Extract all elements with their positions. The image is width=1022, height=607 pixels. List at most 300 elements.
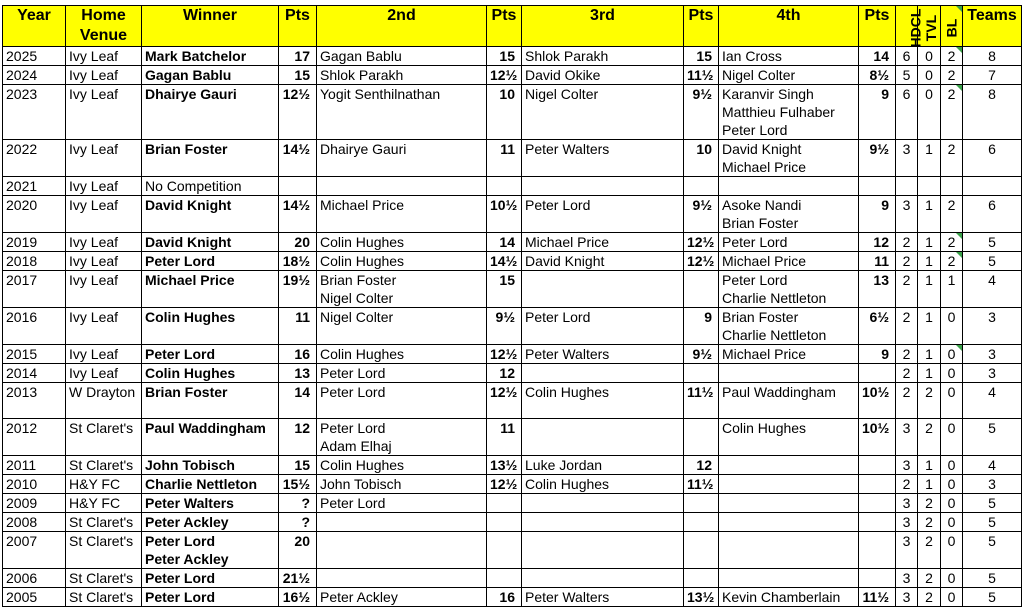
fourth-cell[interactable] (719, 271, 859, 308)
second-pts-cell[interactable] (487, 177, 522, 196)
fourth-cell[interactable] (719, 513, 859, 532)
fourth-cell[interactable] (719, 588, 859, 607)
bl-cell[interactable]: 0 (941, 383, 963, 419)
fourth-cell[interactable] (719, 233, 859, 252)
winner-cell[interactable]: Dhairye Gauri (142, 85, 279, 140)
third-cell[interactable] (522, 47, 684, 66)
bl-cell[interactable]: 0 (941, 419, 963, 456)
bl-cell[interactable]: 1 (941, 271, 963, 308)
second-pts-cell[interactable] (487, 494, 522, 513)
third-cell[interactable] (522, 140, 684, 177)
second-pts-cell[interactable]: 14 (487, 233, 522, 252)
third-pts-cell[interactable]: 12½ (684, 233, 719, 252)
fourth-cell[interactable] (719, 475, 859, 494)
hdcl-cell[interactable]: 5 (896, 66, 918, 85)
winner-pts-cell[interactable]: 15 (279, 456, 317, 475)
second-pts-cell[interactable]: 11 (487, 140, 522, 177)
year-cell[interactable]: 2011 (3, 456, 66, 475)
bl-cell[interactable]: 0 (941, 588, 963, 607)
venue-cell[interactable]: St Claret's (66, 456, 142, 475)
bl-cell[interactable]: 2 (941, 66, 963, 85)
tvl-cell[interactable]: 2 (918, 569, 941, 588)
third-cell[interactable] (522, 308, 684, 345)
teams-cell[interactable]: 4 (963, 456, 1022, 475)
fourth-cell[interactable] (719, 66, 859, 85)
winner-cell[interactable]: David Knight (142, 196, 279, 233)
teams-cell[interactable]: 5 (963, 252, 1022, 271)
fourth-pts-cell[interactable]: 10½ (859, 383, 896, 419)
fourth-cell[interactable] (719, 252, 859, 271)
tvl-cell[interactable]: 2 (918, 532, 941, 569)
second-cell[interactable] (317, 345, 487, 364)
third-cell[interactable] (522, 85, 684, 140)
fourth-cell[interactable] (719, 569, 859, 588)
third-pts-cell[interactable] (684, 177, 719, 196)
second-pts-cell[interactable]: 9½ (487, 308, 522, 345)
second-pts-cell[interactable]: 12 (487, 364, 522, 383)
fourth-pts-cell[interactable] (859, 177, 896, 196)
second-pts-cell[interactable] (487, 513, 522, 532)
fourth-pts-cell[interactable] (859, 513, 896, 532)
hdcl-cell[interactable]: 3 (896, 494, 918, 513)
third-cell[interactable] (522, 196, 684, 233)
tvl-cell[interactable]: 0 (918, 85, 941, 140)
teams-cell[interactable]: 3 (963, 475, 1022, 494)
third-pts-cell[interactable] (684, 419, 719, 456)
hdcl-cell[interactable]: 2 (896, 345, 918, 364)
teams-cell[interactable]: 8 (963, 85, 1022, 140)
third-pts-cell[interactable]: 9 (684, 308, 719, 345)
hdcl-cell[interactable]: 2 (896, 364, 918, 383)
third-cell[interactable] (522, 419, 684, 456)
year-cell[interactable]: 2022 (3, 140, 66, 177)
third-cell[interactable] (522, 364, 684, 383)
second-pts-cell[interactable]: 12½ (487, 383, 522, 419)
year-cell[interactable]: 2021 (3, 177, 66, 196)
bl-cell[interactable]: 2 (941, 233, 963, 252)
venue-cell[interactable]: St Claret's (66, 532, 142, 569)
header-third[interactable]: 3rd (522, 6, 684, 47)
second-cell[interactable] (317, 47, 487, 66)
third-cell[interactable] (522, 177, 684, 196)
venue-cell[interactable]: St Claret's (66, 513, 142, 532)
hdcl-cell[interactable]: 3 (896, 196, 918, 233)
venue-cell[interactable]: W Drayton (66, 383, 142, 419)
hdcl-cell[interactable]: 2 (896, 271, 918, 308)
second-cell[interactable] (317, 494, 487, 513)
year-cell[interactable]: 2009 (3, 494, 66, 513)
hdcl-cell[interactable]: 3 (896, 532, 918, 569)
venue-cell[interactable]: Ivy Leaf (66, 85, 142, 140)
year-cell[interactable]: 2019 (3, 233, 66, 252)
fourth-cell[interactable] (719, 85, 859, 140)
bl-cell[interactable]: 0 (941, 345, 963, 364)
tvl-cell[interactable]: 0 (918, 47, 941, 66)
winner-pts-cell[interactable]: 16 (279, 345, 317, 364)
third-pts-cell[interactable]: 15 (684, 47, 719, 66)
bl-cell[interactable]: 2 (941, 196, 963, 233)
fourth-pts-cell[interactable]: 11½ (859, 588, 896, 607)
teams-cell[interactable]: 4 (963, 383, 1022, 419)
winner-cell[interactable]: Gagan Bablu (142, 66, 279, 85)
second-cell[interactable] (317, 196, 487, 233)
venue-cell[interactable]: H&Y FC (66, 494, 142, 513)
second-pts-cell[interactable]: 15 (487, 47, 522, 66)
venue-cell[interactable]: H&Y FC (66, 475, 142, 494)
tvl-cell[interactable] (918, 177, 941, 196)
venue-cell[interactable]: St Claret's (66, 419, 142, 456)
fourth-cell[interactable] (719, 456, 859, 475)
fourth-cell[interactable] (719, 383, 859, 419)
tvl-cell[interactable]: 1 (918, 252, 941, 271)
second-pts-cell[interactable]: 15 (487, 271, 522, 308)
venue-cell[interactable]: St Claret's (66, 588, 142, 607)
hdcl-cell[interactable]: 6 (896, 47, 918, 66)
bl-cell[interactable]: 0 (941, 308, 963, 345)
bl-cell[interactable]: 0 (941, 494, 963, 513)
tvl-cell[interactable]: 1 (918, 475, 941, 494)
second-cell[interactable] (317, 456, 487, 475)
second-cell[interactable] (317, 308, 487, 345)
fourth-cell[interactable] (719, 494, 859, 513)
winner-pts-cell[interactable]: 19½ (279, 271, 317, 308)
hdcl-cell[interactable]: 2 (896, 383, 918, 419)
fourth-pts-cell[interactable]: 14 (859, 47, 896, 66)
second-pts-cell[interactable]: 12½ (487, 475, 522, 494)
second-pts-cell[interactable]: 12½ (487, 345, 522, 364)
fourth-pts-cell[interactable]: 8½ (859, 66, 896, 85)
winner-pts-cell[interactable]: ? (279, 494, 317, 513)
second-pts-cell[interactable]: 12½ (487, 66, 522, 85)
tvl-cell[interactable]: 2 (918, 588, 941, 607)
third-cell[interactable] (522, 233, 684, 252)
header-second-pts[interactable]: Pts (487, 6, 522, 47)
hdcl-cell[interactable]: 3 (896, 588, 918, 607)
fourth-pts-cell[interactable] (859, 475, 896, 494)
hdcl-cell[interactable]: 3 (896, 569, 918, 588)
header-home-venue[interactable]: Home Venue (66, 6, 142, 47)
header-second[interactable]: 2nd (317, 6, 487, 47)
venue-cell[interactable]: Ivy Leaf (66, 140, 142, 177)
winner-pts-cell[interactable]: 18½ (279, 252, 317, 271)
teams-cell[interactable]: 4 (963, 271, 1022, 308)
header-winner[interactable]: Winner (142, 6, 279, 47)
fourth-pts-cell[interactable] (859, 364, 896, 383)
winner-pts-cell[interactable]: 14½ (279, 196, 317, 233)
teams-cell[interactable]: 3 (963, 364, 1022, 383)
year-cell[interactable]: 2012 (3, 419, 66, 456)
fourth-pts-cell[interactable] (859, 494, 896, 513)
winner-cell[interactable]: Charlie Nettleton (142, 475, 279, 494)
fourth-cell[interactable] (719, 47, 859, 66)
venue-cell[interactable]: Ivy Leaf (66, 345, 142, 364)
winner-cell[interactable]: Peter Ackley (142, 513, 279, 532)
year-cell[interactable]: 2020 (3, 196, 66, 233)
bl-cell[interactable]: 0 (941, 475, 963, 494)
winner-pts-cell[interactable] (279, 177, 317, 196)
second-pts-cell[interactable]: 10½ (487, 196, 522, 233)
header-bl[interactable] (941, 6, 963, 47)
tvl-cell[interactable]: 2 (918, 513, 941, 532)
winner-pts-cell[interactable]: 15 (279, 66, 317, 85)
winner-cell[interactable]: Brian Foster (142, 383, 279, 419)
tvl-cell[interactable]: 1 (918, 345, 941, 364)
bl-cell[interactable]: 2 (941, 140, 963, 177)
second-pts-cell[interactable]: 14½ (487, 252, 522, 271)
second-cell[interactable] (317, 140, 487, 177)
third-pts-cell[interactable] (684, 271, 719, 308)
venue-cell[interactable]: Ivy Leaf (66, 177, 142, 196)
winner-cell[interactable]: Peter Lord (142, 345, 279, 364)
winner-cell[interactable]: Colin Hughes (142, 308, 279, 345)
fourth-pts-cell[interactable]: 9 (859, 196, 896, 233)
header-year[interactable]: Year (3, 6, 66, 47)
third-pts-cell[interactable]: 11½ (684, 383, 719, 419)
second-cell[interactable] (317, 233, 487, 252)
second-cell[interactable] (317, 513, 487, 532)
winner-pts-cell[interactable]: 12½ (279, 85, 317, 140)
header-teams[interactable]: Teams (963, 6, 1022, 47)
third-cell[interactable] (522, 532, 684, 569)
second-pts-cell[interactable] (487, 532, 522, 569)
bl-cell[interactable]: 2 (941, 85, 963, 140)
winner-cell[interactable]: Colin Hughes (142, 364, 279, 383)
year-cell[interactable]: 2006 (3, 569, 66, 588)
venue-cell[interactable]: Ivy Leaf (66, 233, 142, 252)
fourth-pts-cell[interactable]: 12 (859, 233, 896, 252)
winner-cell[interactable]: Paul Waddingham (142, 419, 279, 456)
bl-cell[interactable]: 0 (941, 364, 963, 383)
fourth-cell[interactable] (719, 196, 859, 233)
tvl-cell[interactable]: 1 (918, 140, 941, 177)
tvl-cell[interactable]: 0 (918, 66, 941, 85)
fourth-pts-cell[interactable]: 10½ (859, 419, 896, 456)
third-pts-cell[interactable] (684, 569, 719, 588)
winner-pts-cell[interactable]: 15½ (279, 475, 317, 494)
third-pts-cell[interactable]: 9½ (684, 196, 719, 233)
third-pts-cell[interactable]: 10 (684, 140, 719, 177)
third-cell[interactable] (522, 66, 684, 85)
venue-cell[interactable]: St Claret's (66, 569, 142, 588)
tvl-cell[interactable]: 1 (918, 196, 941, 233)
second-cell[interactable] (317, 364, 487, 383)
winner-pts-cell[interactable]: 11 (279, 308, 317, 345)
hdcl-cell[interactable]: 3 (896, 419, 918, 456)
third-cell[interactable] (522, 588, 684, 607)
tvl-cell[interactable]: 1 (918, 456, 941, 475)
year-cell[interactable]: 2014 (3, 364, 66, 383)
third-pts-cell[interactable]: 11½ (684, 475, 719, 494)
year-cell[interactable]: 2010 (3, 475, 66, 494)
bl-cell[interactable]: 2 (941, 47, 963, 66)
fourth-pts-cell[interactable]: 6½ (859, 308, 896, 345)
teams-cell[interactable]: 5 (963, 494, 1022, 513)
teams-cell[interactable]: 5 (963, 569, 1022, 588)
teams-cell[interactable]: 7 (963, 66, 1022, 85)
second-pts-cell[interactable] (487, 569, 522, 588)
year-cell[interactable]: 2024 (3, 66, 66, 85)
teams-cell[interactable]: 8 (963, 47, 1022, 66)
fourth-cell[interactable] (719, 419, 859, 456)
third-pts-cell[interactable]: 9½ (684, 345, 719, 364)
fourth-cell[interactable] (719, 532, 859, 569)
winner-cell[interactable]: Michael Price (142, 271, 279, 308)
third-pts-cell[interactable]: 12 (684, 456, 719, 475)
winner-cell[interactable]: Peter Lord (142, 252, 279, 271)
teams-cell[interactable]: 5 (963, 588, 1022, 607)
bl-cell[interactable] (941, 177, 963, 196)
hdcl-cell[interactable]: 2 (896, 233, 918, 252)
winner-pts-cell[interactable]: 12 (279, 419, 317, 456)
fourth-pts-cell[interactable]: 9½ (859, 140, 896, 177)
third-pts-cell[interactable] (684, 494, 719, 513)
third-cell[interactable] (522, 475, 684, 494)
winner-pts-cell[interactable]: ? (279, 513, 317, 532)
third-pts-cell[interactable]: 9½ (684, 85, 719, 140)
second-cell[interactable] (317, 569, 487, 588)
third-cell[interactable] (522, 252, 684, 271)
winner-cell[interactable]: Brian Foster (142, 140, 279, 177)
header-hdcl[interactable] (896, 6, 924, 48)
third-cell[interactable] (522, 345, 684, 364)
fourth-pts-cell[interactable]: 11 (859, 252, 896, 271)
third-pts-cell[interactable] (684, 532, 719, 569)
bl-cell[interactable]: 0 (941, 532, 963, 569)
second-cell[interactable] (317, 271, 487, 308)
hdcl-cell[interactable]: 3 (896, 140, 918, 177)
year-cell[interactable]: 2013 (3, 383, 66, 419)
winner-cell[interactable]: Mark Batchelor (142, 47, 279, 66)
teams-cell[interactable]: 5 (963, 233, 1022, 252)
year-cell[interactable]: 2008 (3, 513, 66, 532)
second-pts-cell[interactable]: 13½ (487, 456, 522, 475)
winner-pts-cell[interactable]: 20 (279, 233, 317, 252)
hdcl-cell[interactable]: 2 (896, 475, 918, 494)
teams-cell[interactable]: 5 (963, 419, 1022, 456)
second-pts-cell[interactable]: 16 (487, 588, 522, 607)
second-cell[interactable] (317, 588, 487, 607)
hdcl-cell[interactable]: 2 (896, 252, 918, 271)
third-pts-cell[interactable] (684, 364, 719, 383)
third-cell[interactable] (522, 494, 684, 513)
third-pts-cell[interactable]: 11½ (684, 66, 719, 85)
fourth-pts-cell[interactable]: 13 (859, 271, 896, 308)
third-cell[interactable] (522, 271, 684, 308)
tvl-cell[interactable]: 2 (918, 383, 941, 419)
teams-cell[interactable]: 5 (963, 532, 1022, 569)
tvl-cell[interactable]: 1 (918, 364, 941, 383)
hdcl-cell[interactable] (896, 177, 918, 196)
fourth-pts-cell[interactable]: 9 (859, 85, 896, 140)
winner-cell[interactable]: John Tobisch (142, 456, 279, 475)
hdcl-cell[interactable]: 3 (896, 456, 918, 475)
teams-cell[interactable] (963, 177, 1022, 196)
second-cell[interactable] (317, 252, 487, 271)
hdcl-cell[interactable]: 3 (896, 513, 918, 532)
second-cell[interactable] (317, 532, 487, 569)
bl-cell[interactable]: 0 (941, 569, 963, 588)
winner-cell[interactable]: Peter Walters (142, 494, 279, 513)
third-cell[interactable] (522, 569, 684, 588)
third-cell[interactable] (522, 456, 684, 475)
venue-cell[interactable]: Ivy Leaf (66, 308, 142, 345)
second-cell[interactable] (317, 177, 487, 196)
teams-cell[interactable]: 3 (963, 345, 1022, 364)
third-cell[interactable] (522, 513, 684, 532)
fourth-cell[interactable] (719, 308, 859, 345)
winner-cell[interactable]: Peter Lord Peter Ackley (142, 532, 279, 569)
year-cell[interactable]: 2023 (3, 85, 66, 140)
tvl-cell[interactable]: 2 (918, 419, 941, 456)
fourth-pts-cell[interactable]: 9 (859, 345, 896, 364)
second-pts-cell[interactable]: 10 (487, 85, 522, 140)
fourth-pts-cell[interactable] (859, 569, 896, 588)
winner-pts-cell[interactable]: 17 (279, 47, 317, 66)
third-pts-cell[interactable]: 13½ (684, 588, 719, 607)
second-cell[interactable] (317, 419, 487, 456)
teams-cell[interactable]: 3 (963, 308, 1022, 345)
winner-cell[interactable]: Peter Lord (142, 569, 279, 588)
year-cell[interactable]: 2005 (3, 588, 66, 607)
winner-pts-cell[interactable]: 13 (279, 364, 317, 383)
second-cell[interactable] (317, 383, 487, 419)
winner-cell[interactable]: No Competition (142, 177, 279, 196)
header-fourth-pts[interactable]: Pts (859, 6, 896, 47)
fourth-cell[interactable] (719, 177, 859, 196)
second-cell[interactable] (317, 475, 487, 494)
tvl-cell[interactable]: 1 (918, 233, 941, 252)
venue-cell[interactable]: Ivy Leaf (66, 47, 142, 66)
winner-cell[interactable]: Peter Lord (142, 588, 279, 607)
header-fourth[interactable]: 4th (719, 6, 859, 47)
winner-pts-cell[interactable]: 20 (279, 532, 317, 569)
bl-cell[interactable]: 0 (941, 513, 963, 532)
venue-cell[interactable]: Ivy Leaf (66, 252, 142, 271)
fourth-cell[interactable] (719, 364, 859, 383)
tvl-cell[interactable]: 1 (918, 308, 941, 345)
year-cell[interactable]: 2007 (3, 532, 66, 569)
second-pts-cell[interactable]: 11 (487, 419, 522, 456)
fourth-pts-cell[interactable] (859, 456, 896, 475)
tvl-cell[interactable]: 2 (918, 494, 941, 513)
fourth-pts-cell[interactable] (859, 532, 896, 569)
year-cell[interactable]: 2015 (3, 345, 66, 364)
year-cell[interactable]: 2025 (3, 47, 66, 66)
third-cell[interactable] (522, 383, 684, 419)
teams-cell[interactable]: 5 (963, 513, 1022, 532)
second-cell[interactable] (317, 85, 487, 140)
bl-cell[interactable]: 2 (941, 252, 963, 271)
fourth-cell[interactable] (719, 345, 859, 364)
second-cell[interactable] (317, 66, 487, 85)
third-pts-cell[interactable]: 12½ (684, 252, 719, 271)
venue-cell[interactable]: Ivy Leaf (66, 196, 142, 233)
header-winner-pts[interactable]: Pts (279, 6, 317, 47)
winner-pts-cell[interactable]: 16½ (279, 588, 317, 607)
third-pts-cell[interactable] (684, 513, 719, 532)
hdcl-cell[interactable]: 6 (896, 85, 918, 140)
teams-cell[interactable]: 6 (963, 196, 1022, 233)
winner-pts-cell[interactable]: 21½ (279, 569, 317, 588)
tvl-cell[interactable]: 1 (918, 271, 941, 308)
year-cell[interactable]: 2016 (3, 308, 66, 345)
venue-cell[interactable]: Ivy Leaf (66, 364, 142, 383)
winner-pts-cell[interactable]: 14½ (279, 140, 317, 177)
bl-cell[interactable]: 0 (941, 456, 963, 475)
fourth-cell[interactable] (719, 140, 859, 177)
winner-pts-cell[interactable]: 14 (279, 383, 317, 419)
header-third-pts[interactable]: Pts (684, 6, 719, 47)
